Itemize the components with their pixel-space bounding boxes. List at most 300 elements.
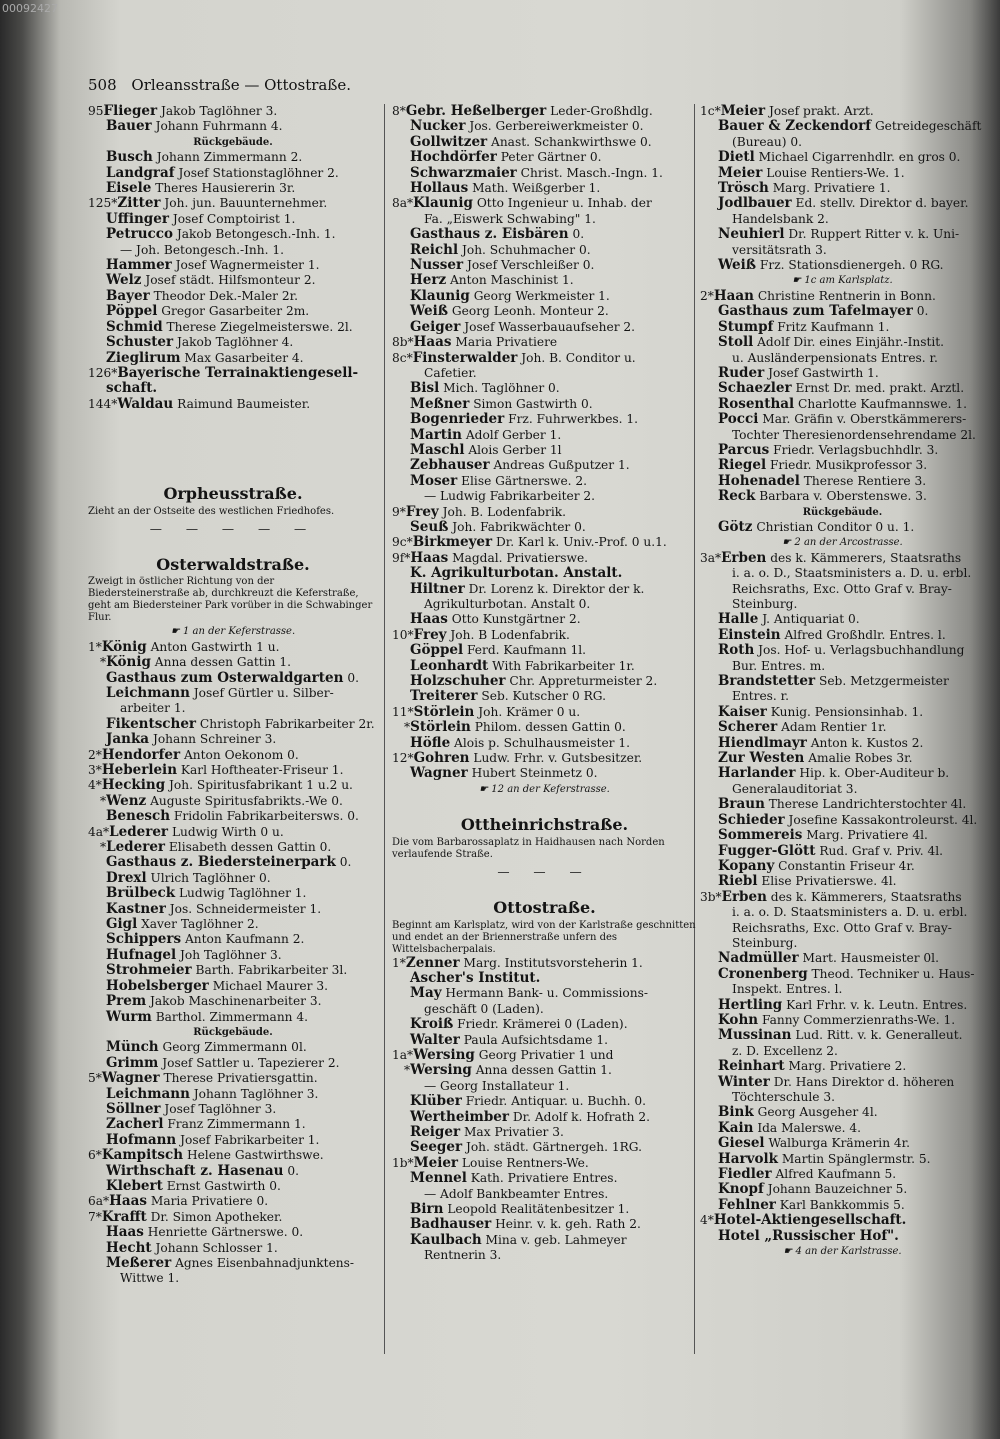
entry-name: Schippers bbox=[106, 932, 182, 948]
directory-entry bbox=[88, 1164, 378, 1179]
directory-entry bbox=[88, 994, 378, 1009]
entry-continuation: Tochter Theresienordensehrendame 2l. bbox=[732, 427, 976, 442]
directory-entry bbox=[88, 932, 378, 947]
directory-entry bbox=[88, 289, 378, 304]
entry-name: Hendorfer bbox=[101, 747, 181, 763]
entry-name: Gasthaus zum Tafelmayer bbox=[718, 304, 913, 320]
directory-entry bbox=[88, 335, 378, 350]
entry-detail: Josef Fabrikarbeiter 1. bbox=[180, 1132, 320, 1147]
directory-entry bbox=[700, 1075, 985, 1090]
entry-name: Cronenberg bbox=[718, 966, 808, 982]
directory-entry bbox=[700, 628, 985, 643]
entry-continuation: Generalauditoriat 3. bbox=[732, 781, 858, 796]
directory-entry bbox=[392, 443, 697, 458]
entry-name: Gohren bbox=[413, 751, 470, 767]
page-title: Orleansstraße — Ottostraße. bbox=[131, 76, 352, 94]
star-marker: * bbox=[100, 793, 107, 808]
entry-detail: Ludwig Wirth 0 u. bbox=[171, 824, 284, 839]
directory-entry bbox=[700, 289, 985, 304]
directory-entry bbox=[88, 1071, 378, 1086]
entry-name: König bbox=[101, 639, 147, 655]
directory-entry bbox=[392, 227, 697, 242]
directory-entry bbox=[700, 520, 985, 535]
directory-entry bbox=[88, 181, 378, 196]
directory-entry bbox=[88, 1102, 378, 1117]
entry-name: Wagner bbox=[410, 766, 468, 782]
entry-name: Hecking bbox=[101, 778, 166, 794]
entry-detail: 0. bbox=[287, 1163, 299, 1178]
entry-name: Leonhardt bbox=[410, 658, 489, 674]
entry-detail: Karl Hoftheater-Friseur 1. bbox=[180, 763, 344, 777]
entry-name: Heberlein bbox=[101, 763, 178, 778]
directory-entry bbox=[700, 859, 985, 874]
entry-name: Üffinger bbox=[106, 211, 169, 227]
entry-detail: Karl Bankkommis 5. bbox=[779, 1197, 905, 1212]
entry-name: Grimm bbox=[106, 1055, 159, 1071]
entry-name: May bbox=[410, 986, 442, 1002]
entry-detail: Christ. Masch.-Ingn. 1. bbox=[520, 165, 663, 180]
entry-name: Wersing bbox=[410, 1063, 472, 1079]
entry-detail: Ernst Dr. med. prakt. Arztl. bbox=[795, 381, 965, 396]
entry-name: Seeger bbox=[410, 1140, 463, 1156]
house-number: 125* bbox=[88, 196, 118, 211]
entry-detail: Mart. Hausmeister 0l. bbox=[802, 951, 939, 966]
entry-name: Zebhauser bbox=[410, 458, 490, 474]
entry-detail: Louise Rentiers-We. 1. bbox=[766, 165, 905, 180]
directory-entry bbox=[88, 320, 378, 335]
entry-name: Störlein bbox=[413, 704, 475, 720]
entry-detail: Charlotte Kaufmannswe. 1. bbox=[798, 396, 967, 411]
entry-detail: Joh. Fabrikwächter 0. bbox=[452, 519, 586, 534]
entry-name: Hotel-Aktiengesellschaft. bbox=[713, 1213, 907, 1229]
entry-name: Bayerische Terrainaktiengesell- bbox=[117, 365, 359, 381]
directory-entry bbox=[392, 273, 697, 288]
entry-detail: Anton Oekonom 0. bbox=[183, 747, 299, 762]
directory-entry bbox=[392, 766, 697, 781]
entry-detail: Adolf Gerber 1. bbox=[465, 427, 562, 442]
entry-name: Schwarzmaier bbox=[410, 165, 517, 181]
directory-entry bbox=[392, 258, 697, 273]
entry-name: Sommereis bbox=[718, 828, 803, 844]
street-description: Die vom Barbarossaplatz in Haidhausen nach Norden verlaufende Straße. bbox=[392, 836, 665, 860]
entry-detail: Karl Frhr. v. k. Leutn. Entres. bbox=[786, 997, 968, 1012]
directory-entry bbox=[392, 351, 697, 366]
entry-detail: Helene Gastwirthswe. bbox=[186, 1148, 324, 1163]
entry-name: Fugger-Glött bbox=[718, 843, 816, 859]
directory-entry bbox=[88, 794, 378, 809]
entry-detail: Simon Gastwirth 0. bbox=[473, 396, 593, 411]
entry-detail: Ludwig Taglöhner 1. bbox=[178, 886, 307, 901]
entry-name: Brandstetter bbox=[718, 674, 816, 690]
directory-entry bbox=[392, 520, 697, 535]
entry-detail: Andreas Gußputzer 1. bbox=[493, 458, 630, 473]
entry-continuation: Inspekt. Entres. l. bbox=[732, 982, 843, 997]
entry-name: Haan bbox=[713, 288, 754, 304]
directory-entry bbox=[88, 150, 378, 165]
entry-detail: Mich. Taglöhner 0. bbox=[443, 381, 560, 396]
entry-name: Wertheimber bbox=[410, 1109, 509, 1125]
house-number: 9* bbox=[392, 504, 406, 519]
directory-entry bbox=[392, 659, 697, 674]
entry-name: Gasthaus zum Osterwaldgarten bbox=[106, 670, 344, 686]
entry-detail: Josef städt. Hilfsmonteur 2. bbox=[145, 273, 316, 288]
entry-detail: Alois p. Schulhausmeister 1. bbox=[454, 735, 631, 750]
entry-name: Holzschuher bbox=[410, 674, 506, 690]
entry-continuation: u. Ausländerpensionats Entres. r. bbox=[732, 350, 938, 365]
entry-detail: Josef Comptoirist 1. bbox=[172, 211, 296, 226]
entry-detail: Joh. jun. Bauunternehmer. bbox=[164, 196, 328, 211]
house-number: 1* bbox=[392, 955, 406, 970]
entry-detail: Friedr. Krämerei 0 (Laden). bbox=[457, 1017, 628, 1032]
entry-name: Kopany bbox=[718, 858, 775, 874]
entry-detail: Fritz Kaufmann 1. bbox=[777, 319, 890, 334]
entry-detail: Michael Cigarrenhdlr. en gros 0. bbox=[758, 150, 961, 165]
entry-detail: Therese Ziegelmeisterswe. 2l. bbox=[166, 319, 353, 334]
entry-name: Hobelsberger bbox=[106, 978, 209, 994]
entry-name: schaft. bbox=[106, 381, 158, 397]
entry-detail: Constantin Friseur 4r. bbox=[778, 858, 915, 873]
directory-entry bbox=[700, 458, 985, 473]
directory-entry bbox=[392, 1171, 697, 1186]
directory-entry bbox=[392, 304, 697, 319]
entry-name: Ruder bbox=[718, 365, 765, 381]
directory-entry bbox=[700, 150, 985, 165]
entry-continuation: arbeiter 1. bbox=[120, 701, 186, 716]
entry-name: Meier bbox=[718, 165, 763, 181]
entry-detail: Fanny Commerzienraths-We. 1. bbox=[761, 1012, 956, 1027]
entry-continuation: Wittwe 1. bbox=[120, 1271, 180, 1286]
entry-detail: Dr. Adolf k. Hofrath 2. bbox=[512, 1109, 651, 1124]
entry-detail: Martin Spänglermstr. 5. bbox=[781, 1151, 931, 1166]
directory-entry bbox=[392, 628, 697, 643]
entry-name: Frey bbox=[405, 504, 439, 520]
entry-continuation: i. a. o. D. Staatsministers a. D. u. erbl. bbox=[732, 905, 968, 920]
directory-entry bbox=[700, 797, 985, 812]
entry-detail: Anton Maschinist 1. bbox=[450, 273, 574, 288]
entry-name: Gollwitzer bbox=[410, 134, 488, 150]
directory-entry bbox=[88, 397, 378, 412]
street-description: Zieht an der Ostseite des westlichen Friedhofes. bbox=[88, 505, 335, 517]
directory-entry bbox=[88, 351, 378, 366]
entry-detail: Mar. Gräfin v. Oberstkämmerers- bbox=[762, 412, 967, 427]
directory-entry bbox=[392, 535, 697, 550]
directory-entry bbox=[88, 1225, 378, 1240]
entry-name: Nusser bbox=[410, 258, 464, 274]
entry-detail: Ludw. Frhr. v. Gutsbesitzer. bbox=[473, 751, 643, 766]
entry-detail: Elisabeth dessen Gattin 0. bbox=[168, 840, 332, 855]
entry-name: Kaiser bbox=[718, 704, 767, 720]
directory-entry bbox=[700, 119, 985, 134]
entry-detail: Jakob Taglöhner 4. bbox=[177, 335, 294, 350]
entry-detail: Agnes Eisenbahnadjunktens- bbox=[175, 1256, 355, 1270]
entry-name: Einstein bbox=[718, 627, 781, 643]
entry-name: Bink bbox=[718, 1105, 754, 1121]
directory-entry bbox=[700, 443, 985, 458]
house-number: 1c* bbox=[700, 104, 721, 118]
entry-name: Haas bbox=[109, 1194, 147, 1210]
entry-name: Störlein bbox=[410, 720, 471, 736]
house-number: 1a* bbox=[392, 1047, 414, 1062]
entry-detail: Frz. Fuhrwerkbes. 1. bbox=[508, 412, 639, 427]
entry-name: Götz bbox=[718, 519, 753, 535]
house-number: 4* bbox=[88, 778, 102, 793]
entry-detail: Maria Privatiere 0. bbox=[150, 1194, 269, 1209]
entry-detail: Johann Taglöhner 3. bbox=[193, 1086, 319, 1101]
entry-detail: Josef Sattler u. Tapezierer 2. bbox=[162, 1055, 340, 1070]
entry-name: Hertling bbox=[718, 997, 783, 1013]
entry-detail: Joh. B Lodenfabrik. bbox=[450, 627, 570, 642]
cross-reference: ☛ 12 an der Keferstrasse. bbox=[479, 783, 610, 795]
entry-detail: Joh. Krämer 0 u. bbox=[478, 704, 581, 719]
entry-name: Hofmann bbox=[106, 1132, 177, 1148]
directory-entry bbox=[392, 1110, 697, 1125]
directory-entry bbox=[700, 258, 985, 273]
directory-entry bbox=[700, 166, 985, 181]
house-number: 10* bbox=[392, 627, 414, 642]
directory-entry bbox=[88, 1256, 378, 1271]
directory-entry bbox=[700, 381, 985, 396]
directory-entry bbox=[392, 150, 697, 165]
directory-entry bbox=[700, 705, 985, 720]
entry-name: Klaunig bbox=[410, 288, 470, 304]
directory-entry bbox=[392, 320, 697, 335]
entry-name: Lederer bbox=[106, 840, 166, 856]
entry-detail: Therese Rentiere 3. bbox=[803, 473, 927, 488]
directory-entry bbox=[392, 1233, 697, 1248]
entry-name: K. Agrikulturbotan. Anstalt. bbox=[410, 566, 623, 582]
entry-name: Fehlner bbox=[718, 1197, 776, 1213]
column-3 bbox=[700, 104, 985, 1259]
house-number: 7* bbox=[88, 1209, 102, 1224]
house-number: 1* bbox=[88, 639, 102, 654]
entry-name: Hiendlmayr bbox=[718, 735, 807, 751]
entry-detail: Dr. Karl k. Univ.-Prof. 0 u.1. bbox=[496, 535, 667, 550]
directory-entry bbox=[88, 304, 378, 319]
entry-name: Gebr. Heßelberger bbox=[405, 104, 547, 119]
entry-detail: Mina v. geb. Lahmeyer bbox=[485, 1232, 627, 1247]
entry-detail: Louise Rentners-We. bbox=[461, 1155, 589, 1170]
directory-entry bbox=[392, 1063, 697, 1078]
star-marker: * bbox=[404, 1063, 411, 1078]
section-separator: — — — — — bbox=[149, 521, 317, 536]
directory-entry bbox=[700, 397, 985, 412]
entry-name: Walter bbox=[410, 1032, 460, 1048]
entry-continuation: Fa. „Eiswerk Schwabing" 1. bbox=[424, 211, 596, 226]
entry-name: Geiger bbox=[410, 319, 461, 335]
directory-entry bbox=[392, 986, 697, 1001]
directory-entry bbox=[88, 1148, 378, 1163]
entry-detail: Josef Wasserbauaufseher 2. bbox=[464, 319, 636, 334]
entry-name: Roth bbox=[718, 643, 755, 659]
entry-name: Badhauser bbox=[410, 1217, 492, 1233]
directory-entry bbox=[700, 766, 985, 781]
house-number: 8* bbox=[392, 104, 406, 118]
directory-entry bbox=[392, 119, 697, 134]
section-heading: Ottheinrichstraße. bbox=[460, 815, 629, 835]
directory-entry bbox=[392, 196, 697, 211]
subheading-rear-building: Rückgebäude. bbox=[193, 1026, 273, 1038]
entry-detail: Georg Ausgeher 4l. bbox=[757, 1105, 878, 1120]
directory-entry bbox=[392, 289, 697, 304]
entry-detail: Dr. Simon Apotheker. bbox=[150, 1209, 283, 1224]
directory-entry bbox=[392, 181, 697, 196]
directory-entry bbox=[392, 689, 697, 704]
entry-name: Maschl bbox=[410, 442, 465, 458]
entry-name: Haas bbox=[413, 335, 452, 351]
entry-detail: Marg. Institutsvorsteherin 1. bbox=[463, 955, 643, 970]
entry-name: Kain bbox=[718, 1120, 754, 1136]
entry-detail: Josef Gastwirth 1. bbox=[768, 365, 879, 380]
directory-entry bbox=[392, 956, 697, 971]
entry-detail: Henriette Gärtnerswe. 0. bbox=[147, 1225, 304, 1240]
entry-detail: Fridolin Fabrikarbeitersws. 0. bbox=[173, 809, 359, 824]
entry-name: Wenz bbox=[106, 793, 147, 809]
entry-detail: Barbara v. Oberstenswe. 3. bbox=[759, 489, 927, 504]
entry-name: Nucker bbox=[410, 119, 466, 135]
entry-detail: Raimund Baumeister. bbox=[177, 396, 311, 411]
entry-detail: Franz Zimmermann 1. bbox=[167, 1117, 306, 1132]
entry-detail: Leder-Großhdlg. bbox=[550, 104, 653, 118]
entry-name: Schaezler bbox=[718, 381, 792, 397]
entry-detail: Josef Verschleißer 0. bbox=[466, 258, 595, 273]
directory-entry bbox=[88, 717, 378, 732]
entry-detail: Kath. Privatiere Entres. bbox=[470, 1171, 618, 1186]
entry-name: Pocci bbox=[718, 412, 759, 428]
subheading-rear-building: Rückgebäude. bbox=[193, 136, 273, 148]
directory-entry bbox=[700, 366, 985, 381]
house-number: 4a* bbox=[88, 824, 110, 839]
entry-name: Reichl bbox=[410, 242, 459, 258]
entry-detail: Math. Weißgerber 1. bbox=[472, 181, 601, 196]
entry-name: Gigl bbox=[106, 917, 138, 933]
directory-entry bbox=[700, 304, 985, 319]
entry-name: Kroiß bbox=[410, 1017, 454, 1033]
entry-detail: Adam Rentier 1r. bbox=[781, 720, 887, 735]
entry-name: Riegel bbox=[718, 458, 767, 474]
entry-detail: Friedr. Verlagsbuchhdlr. 3. bbox=[773, 442, 939, 457]
entry-continuation: Töchterschule 3. bbox=[732, 1090, 835, 1104]
entry-name: Wersing bbox=[413, 1047, 475, 1063]
entry-detail: Johann Schlosser 1. bbox=[155, 1240, 278, 1255]
entry-name: Seuß bbox=[410, 519, 449, 535]
entry-detail: Ferd. Kaufmann 1l. bbox=[467, 643, 587, 658]
directory-entry bbox=[700, 1121, 985, 1136]
entry-detail: Joh. B. Lodenfabrik. bbox=[442, 504, 567, 519]
entry-name: Klaunig bbox=[413, 196, 473, 212]
entry-name: Moser bbox=[410, 473, 458, 489]
entry-detail: Leopold Realitätenbesitzer 1. bbox=[447, 1202, 630, 1216]
entry-detail: Jakob Betongesch.-Inh. 1. bbox=[176, 227, 336, 242]
directory-entry bbox=[392, 458, 697, 473]
entry-detail: Josef Wagnermeister 1. bbox=[175, 258, 320, 273]
entry-detail: des k. Kämmerers, Staatsraths bbox=[770, 550, 962, 565]
entry-continuation: Rentnerin 3. bbox=[424, 1248, 502, 1263]
entry-detail: Heinr. v. k. geh. Rath 2. bbox=[495, 1217, 641, 1232]
entry-name: Klüber bbox=[410, 1094, 462, 1110]
entry-name: Harlander bbox=[718, 766, 796, 782]
entry-detail: Dr. Hans Direktor d. höheren bbox=[773, 1074, 955, 1089]
directory-entry bbox=[88, 1210, 378, 1225]
section-heading: Osterwaldstraße. bbox=[156, 554, 310, 574]
entry-detail: Joh. Schuhmacher 0. bbox=[461, 242, 591, 257]
directory-entry bbox=[700, 1213, 985, 1228]
entry-detail: Therese Privatiersgattin. bbox=[163, 1071, 318, 1086]
directory-entry bbox=[392, 566, 697, 581]
directory-entry bbox=[700, 874, 985, 889]
entry-detail: Peter Gärtner 0. bbox=[500, 150, 602, 165]
house-number: 8a* bbox=[392, 196, 414, 211]
cross-reference: ☛ 1 an der Keferstrasse. bbox=[170, 626, 296, 638]
cross-reference: ☛ 4 an der Karlstrasse. bbox=[783, 1246, 902, 1258]
entry-name: Parcus bbox=[718, 442, 770, 458]
entry-detail: Barthol. Zimmermann 4. bbox=[155, 1009, 309, 1024]
directory-entry bbox=[392, 971, 697, 986]
directory-entry bbox=[700, 1182, 985, 1197]
directory-entry bbox=[392, 1017, 697, 1032]
entry-name: Birkmeyer bbox=[412, 535, 493, 551]
entry-name: Zur Westen bbox=[718, 751, 805, 767]
entry-name: Busch bbox=[106, 150, 153, 166]
entry-detail: Otto Kunstgärtner 2. bbox=[451, 612, 581, 627]
entry-continuation: — Adolf Bankbeamter Entres. bbox=[424, 1186, 609, 1201]
directory-entry bbox=[88, 979, 378, 994]
column-2 bbox=[392, 104, 697, 1264]
entry-name: Wagner bbox=[101, 1071, 160, 1087]
entry-name: Hohenadel bbox=[718, 473, 800, 489]
entry-name: Leichmann bbox=[106, 685, 190, 701]
entry-detail: Jos. Schneidermeister 1. bbox=[169, 901, 322, 916]
entry-name: Janka bbox=[106, 732, 150, 748]
directory-entry bbox=[700, 104, 985, 119]
entry-name: Münch bbox=[106, 1040, 159, 1056]
entry-detail: Marg. Privatiere 2. bbox=[788, 1059, 907, 1074]
entry-detail: Anton k. Kustos 2. bbox=[810, 735, 924, 750]
entry-detail: Anast. Schankwirthswe 0. bbox=[491, 134, 652, 149]
directory-entry bbox=[392, 1033, 697, 1048]
directory-entry bbox=[392, 166, 697, 181]
entry-name: Jodlbauer bbox=[718, 196, 792, 212]
entry-name: Weiß bbox=[718, 258, 757, 274]
directory-entry bbox=[700, 196, 985, 211]
directory-entry bbox=[392, 412, 697, 427]
directory-entry bbox=[88, 871, 378, 886]
entry-name: Frey bbox=[413, 627, 447, 643]
cross-reference: ☛ 2 an der Arcostrasse. bbox=[782, 537, 903, 549]
entry-detail: Georg Privatier 1 und bbox=[478, 1047, 614, 1062]
entry-detail: 0. bbox=[572, 227, 585, 242]
directory-entry bbox=[88, 763, 378, 778]
directory-entry bbox=[700, 320, 985, 335]
entry-continuation: (Bureau) 0. bbox=[732, 134, 802, 149]
entry-name: Hollaus bbox=[410, 181, 469, 197]
entry-detail: Barth. Fabrikarbeiter 3l. bbox=[195, 963, 348, 978]
entry-name: Gasthaus z. Biedersteinerpark bbox=[106, 855, 336, 871]
entry-name: Scherer bbox=[718, 720, 778, 736]
house-number: 11* bbox=[392, 704, 414, 719]
house-number: 9c* bbox=[392, 535, 413, 550]
directory-entry bbox=[700, 412, 985, 427]
entry-continuation: Reichsraths, Exc. Otto Graf v. Bray- bbox=[732, 581, 952, 596]
directory-entry bbox=[88, 640, 378, 655]
subheading-rear-building: Rückgebäude. bbox=[802, 506, 883, 518]
entry-continuation: — Georg Installateur 1. bbox=[424, 1078, 570, 1093]
column-1 bbox=[88, 104, 378, 1287]
directory-entry bbox=[88, 166, 378, 181]
directory-entry bbox=[88, 655, 378, 670]
entry-detail: Josef Stationstaglöhner 2. bbox=[178, 165, 339, 180]
entry-detail: Dr. Lorenz k. Direktor der k. bbox=[468, 581, 645, 596]
entry-name: Zieglirum bbox=[106, 350, 181, 366]
